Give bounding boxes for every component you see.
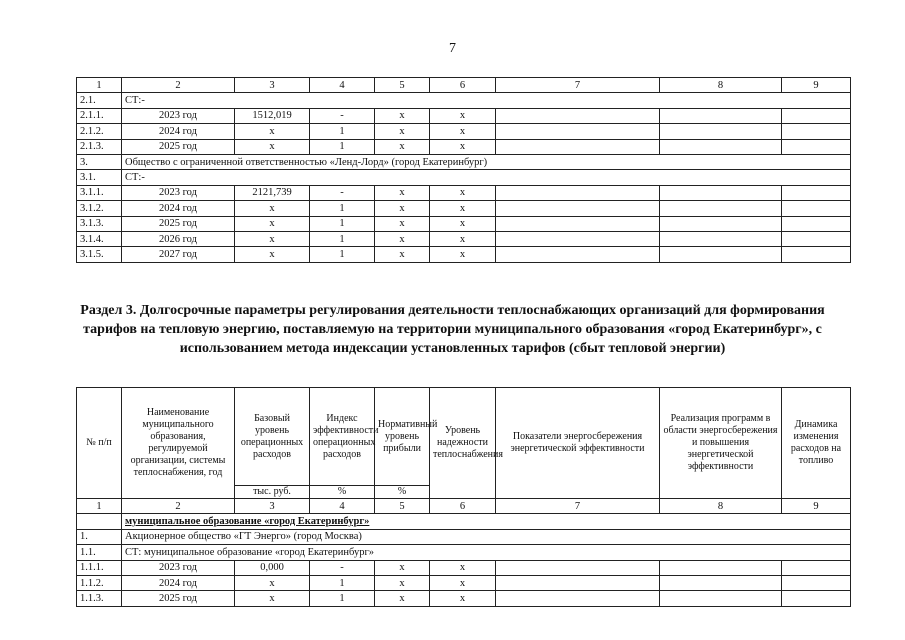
row-year: 2027 год [122, 247, 235, 262]
column-number: 6 [430, 78, 496, 93]
row-value [496, 231, 660, 246]
unit-percent: % [375, 486, 430, 499]
row-value: x [375, 108, 430, 123]
row-year: 2025 год [122, 591, 235, 606]
row-value: x [375, 231, 430, 246]
row-value: 1 [310, 591, 375, 606]
row-number: 1. [77, 529, 122, 544]
table-row [77, 185, 851, 200]
row-value [496, 108, 660, 123]
row-value: 0,000 [235, 560, 310, 575]
row-number: 3.1. [77, 170, 122, 185]
column-number: 9 [782, 499, 851, 514]
municipality-row [77, 514, 851, 529]
table-row [77, 108, 851, 123]
row-value: x [235, 216, 310, 231]
table-row [77, 124, 851, 139]
row-year: 2024 год [122, 124, 235, 139]
column-number: 2 [122, 78, 235, 93]
row-value: 1 [310, 139, 375, 154]
row-value: x [375, 124, 430, 139]
row-value [496, 139, 660, 154]
row-value: x [430, 560, 496, 575]
row-number: 3. [77, 154, 122, 169]
column-number-row [77, 499, 851, 514]
row-year: 2024 год [122, 201, 235, 216]
column-number: 1 [77, 499, 122, 514]
table-row [77, 231, 851, 246]
row-value [782, 108, 851, 123]
row-year: 2023 год [122, 108, 235, 123]
header-name: Наименование муниципального образования, регулируемой организации, системы теплоснабжения, год [122, 388, 235, 499]
row-value: - [310, 108, 375, 123]
row-number: 1.1.3. [77, 591, 122, 606]
row-value [660, 247, 782, 262]
unit-percent: % [310, 486, 375, 499]
row-value: x [375, 591, 430, 606]
row-value: x [430, 231, 496, 246]
page-number: 7 [449, 41, 456, 56]
table-row [77, 139, 851, 154]
header-reliability: Уровень надежности теплоснабжения [430, 388, 496, 499]
column-number: 9 [782, 78, 851, 93]
row-value: 1 [310, 247, 375, 262]
row-value [782, 185, 851, 200]
row-number: 3.1.2. [77, 201, 122, 216]
column-number: 3 [235, 499, 310, 514]
row-number: 2.1.1. [77, 108, 122, 123]
row-value: 1 [310, 216, 375, 231]
row-value: 1 [310, 124, 375, 139]
row-year: 2026 год [122, 231, 235, 246]
header-base-opex: Базовый уровень операционных расходов [235, 388, 310, 486]
row-value [660, 591, 782, 606]
row-value [660, 139, 782, 154]
row-value: x [375, 139, 430, 154]
table-row [77, 575, 851, 590]
row-value [782, 201, 851, 216]
row-value [660, 124, 782, 139]
row-value [496, 216, 660, 231]
municipality-heading: муниципальное образование «город Екатеринбург» [122, 514, 851, 529]
row-number: 3.1.4. [77, 231, 122, 246]
column-number: 4 [310, 499, 375, 514]
row-value: 1 [310, 201, 375, 216]
column-number-row [77, 78, 851, 93]
table-row [77, 93, 851, 108]
row-caption: СТ:- [122, 170, 851, 185]
row-value: - [310, 185, 375, 200]
row-value [496, 575, 660, 590]
row-number [77, 514, 122, 529]
row-year: 2023 год [122, 560, 235, 575]
row-caption: Общество с ограниченной ответственностью «Ленд-Лорд» (город Екатеринбург) [122, 154, 851, 169]
row-value [660, 560, 782, 575]
table-row [77, 529, 851, 544]
row-value: x [235, 231, 310, 246]
row-value: x [235, 591, 310, 606]
row-number: 2.1. [77, 93, 122, 108]
row-value [782, 247, 851, 262]
table-row [77, 216, 851, 231]
row-number: 1.1.2. [77, 575, 122, 590]
row-value: x [375, 185, 430, 200]
column-number: 1 [77, 78, 122, 93]
column-number: 7 [496, 78, 660, 93]
row-value: x [430, 108, 496, 123]
row-number: 3.1.3. [77, 216, 122, 231]
table-row [77, 545, 851, 560]
column-number: 7 [496, 499, 660, 514]
table-row [77, 170, 851, 185]
row-value: x [375, 247, 430, 262]
column-number: 3 [235, 78, 310, 93]
row-number: 3.1.1. [77, 185, 122, 200]
row-value [782, 124, 851, 139]
row-value [660, 201, 782, 216]
row-value: x [430, 185, 496, 200]
row-value [496, 247, 660, 262]
column-number: 4 [310, 78, 375, 93]
row-value [660, 231, 782, 246]
row-value [782, 591, 851, 606]
row-value: x [375, 216, 430, 231]
column-number: 5 [375, 78, 430, 93]
row-value [660, 185, 782, 200]
column-number: 8 [660, 78, 782, 93]
row-year: 2025 год [122, 216, 235, 231]
header-energy-saving: Показатели энергосбережения энергетической эффективности [496, 388, 660, 499]
header-efficiency-index: Индекс эффективности операционных расходов [310, 388, 375, 486]
row-value: x [430, 575, 496, 590]
row-value [496, 185, 660, 200]
row-value: 1 [310, 231, 375, 246]
column-number: 6 [430, 499, 496, 514]
row-value: x [235, 139, 310, 154]
row-caption: СТ:- [122, 93, 851, 108]
header-fuel-dynamics: Динамика изменения расходов на топливо [782, 388, 851, 499]
row-value [660, 575, 782, 590]
row-value: x [375, 560, 430, 575]
column-number: 5 [375, 499, 430, 514]
header-row [77, 388, 851, 486]
row-value: x [235, 201, 310, 216]
row-value: x [430, 216, 496, 231]
header-profit-level: Нормативный уровень прибыли [375, 388, 430, 486]
row-number: 1.1. [77, 545, 122, 560]
row-value [782, 575, 851, 590]
row-caption: СТ: муниципальное образование «город Екатеринбург» [122, 545, 851, 560]
row-value: x [430, 247, 496, 262]
row-value [496, 560, 660, 575]
section-title: Раздел 3. Долгосрочные параметры регулирования деятельности теплоснабжающих организаций для формирования тарифов на тепловую энергию, поставляемую на территории муниципального образования «город Екатеринбург», с использованием метода индексации установленных тарифов (сбыт тепловой энергии) [80, 303, 825, 356]
row-value: x [430, 139, 496, 154]
row-year: 2024 год [122, 575, 235, 590]
header-num: № п/п [77, 388, 122, 499]
bottom-table [76, 387, 851, 607]
row-year: 2023 год [122, 185, 235, 200]
row-value: x [430, 124, 496, 139]
row-value: 1 [310, 575, 375, 590]
table-row [77, 591, 851, 606]
top-table [76, 77, 851, 263]
row-value: x [235, 575, 310, 590]
row-year: 2025 год [122, 139, 235, 154]
row-value: x [375, 201, 430, 216]
header-programs: Реализация программ в области энергосбережения и повышения энергетической эффективности [660, 388, 782, 499]
row-value [660, 216, 782, 231]
row-value [496, 201, 660, 216]
row-caption: Акционерное общество «ГТ Энерго» (город Москва) [122, 529, 851, 544]
column-number: 8 [660, 499, 782, 514]
row-value: - [310, 560, 375, 575]
row-value: x [430, 201, 496, 216]
row-value [782, 139, 851, 154]
column-number: 2 [122, 499, 235, 514]
row-number: 2.1.2. [77, 124, 122, 139]
row-value: x [235, 124, 310, 139]
row-value: x [235, 247, 310, 262]
table-row [77, 560, 851, 575]
row-value: 1512,019 [235, 108, 310, 123]
row-value: 2121,739 [235, 185, 310, 200]
unit-rub: тыс. руб. [235, 486, 310, 499]
row-value: x [375, 575, 430, 590]
row-value [782, 216, 851, 231]
row-value [496, 591, 660, 606]
row-number: 1.1.1. [77, 560, 122, 575]
row-value: x [430, 591, 496, 606]
row-value [782, 560, 851, 575]
row-value [782, 231, 851, 246]
table-row [77, 154, 851, 169]
table-row [77, 247, 851, 262]
row-number: 2.1.3. [77, 139, 122, 154]
row-value [660, 108, 782, 123]
row-number: 3.1.5. [77, 247, 122, 262]
row-value [496, 124, 660, 139]
table-row [77, 201, 851, 216]
